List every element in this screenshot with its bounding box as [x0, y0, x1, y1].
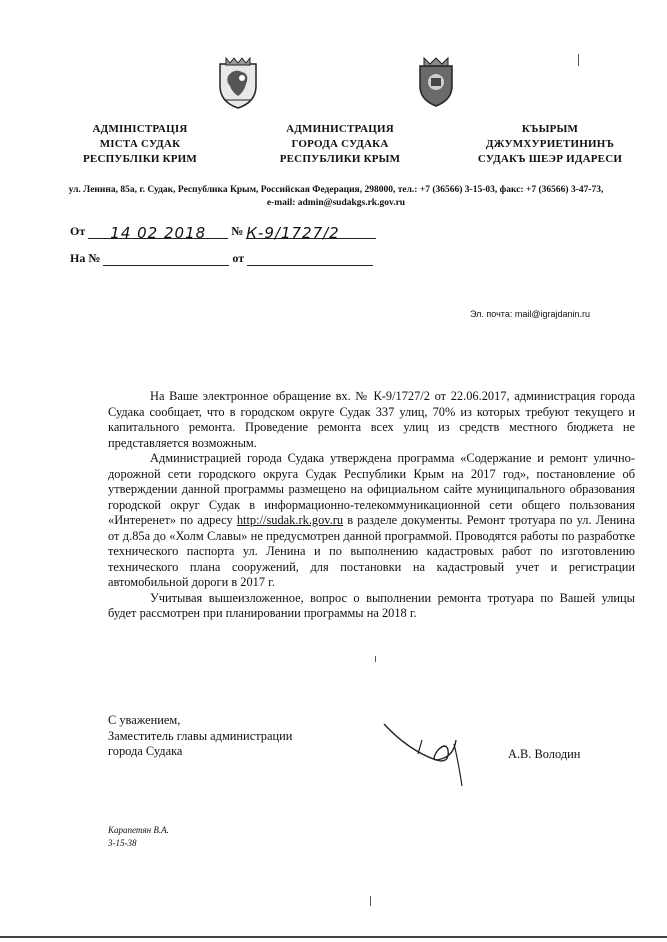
- date-handwritten: 14 02 2018: [110, 224, 207, 242]
- executor-name: Карапетян В.А.: [108, 825, 169, 835]
- header-line: СУДАКЪ ШЕЭР ИДАРЕСИ: [477, 153, 623, 165]
- incoming-number-field: [103, 251, 229, 266]
- scan-mark: [578, 54, 579, 66]
- scan-mark: [370, 896, 371, 906]
- incoming-reference: [70, 251, 373, 266]
- scan-edge-line: [0, 936, 667, 938]
- outgoing-reference: [70, 224, 376, 242]
- header-line: КЪЫРЫМ: [521, 123, 579, 135]
- header-line: МІСТА СУДАК: [99, 138, 181, 150]
- incoming-date-field: [247, 251, 373, 266]
- sudak-site-link[interactable]: http://sudak.rk.gov.ru: [236, 513, 344, 527]
- na-label: На №: [70, 251, 101, 265]
- letterhead-address: [26, 184, 646, 210]
- address-email: e-mail: admin@sudakgs.rk.gov.ru: [266, 198, 406, 208]
- header-line: РЕСПУБЛИКИ КРЫМ: [279, 153, 401, 165]
- paragraph-3: Учитывая вышеизложенное, вопрос о выполнении ремонта тротуара по Вашей улицы будет рассмотрен при планировании программы на 2018 г.: [108, 590, 635, 620]
- recipient-email: Эл. почта: mail@igrajdanin.ru: [470, 309, 590, 319]
- closing-organization: города Судака: [108, 744, 183, 758]
- address-line: ул. Ленина, 85а, г. Судак, Республика Крым, Российская Федерация, 298000, тел.: +7 (36566) 3-15-03, факс: +7 (36566) 3-47-73,: [68, 185, 604, 195]
- handwritten-signature: [378, 720, 488, 790]
- paragraph-2-text-b: в разделе документы. Ремонт тротуара по ул. Ленина от д.85а до «Холм Славы» не предусмотрен данной программой. Проводятся работы по разработке технического паспорта ул. Ленина и по выполнению кадастровых работ по изготовлению технического плана сооружений, для постановки на кадастровый учет и регистрации автомобильной дороги в 2017 г.: [108, 513, 635, 589]
- scan-mark: [375, 656, 376, 662]
- sudak-coat-of-arms-icon: [414, 54, 458, 108]
- number-field: [246, 224, 376, 242]
- paragraph-2-text-a: Администрацией города Судака утверждена программа «Содержание и ремонт улично-дорожной сети городского округа Судак Республики Крым на 2017 год», постановление об утверждении данной программы размещено на официальном сайте муниципального образования городской округ Судак в информационно-телекоммуникационной сети общего пользования «Интеренет» по адресу: [108, 451, 635, 527]
- header-line: АДМІНІСТРАЦІЯ: [92, 123, 188, 135]
- header-line: АДМИНИСТРАЦИЯ: [286, 123, 394, 135]
- closing-block: [108, 713, 292, 760]
- closing-greeting: С уважением,: [108, 713, 181, 727]
- executor-info: [108, 824, 169, 850]
- signer-name: А.В. Володин: [508, 747, 581, 761]
- header-ukrainian: [40, 122, 240, 167]
- number-handwritten: К-9/1727/2: [246, 224, 340, 242]
- crimea-coat-of-arms-icon: [216, 56, 260, 110]
- header-line: ДЖУМХУРИЕТИНИНЪ: [485, 138, 615, 150]
- paragraph-1: На Ваше электронное обращение вх. № К-9/1727/2 от 22.06.2017, администрация города Судака сообщает, что в городском округе Судак 337 улиц, 70% из которых требуют текущего и капитального ремонта. Проведение ремонта всех улиц из средств местного бюджета не представляется возможным.: [108, 389, 635, 450]
- header-line: РЕСПУБЛІКИ КРИМ: [82, 153, 198, 165]
- ot2-label: от: [232, 251, 245, 265]
- header-russian: [240, 122, 440, 167]
- num-label: №: [231, 224, 244, 238]
- ot-label: От: [70, 224, 86, 238]
- paragraph-2: [108, 451, 635, 591]
- header-line: ГОРОДА СУДАКА: [291, 138, 389, 150]
- header-crimean-tatar: [450, 122, 650, 167]
- letter-body: [108, 389, 635, 622]
- date-field: [88, 224, 228, 242]
- executor-phone: 3-15-38: [108, 838, 137, 848]
- closing-position: Заместитель главы администрации: [108, 728, 293, 743]
